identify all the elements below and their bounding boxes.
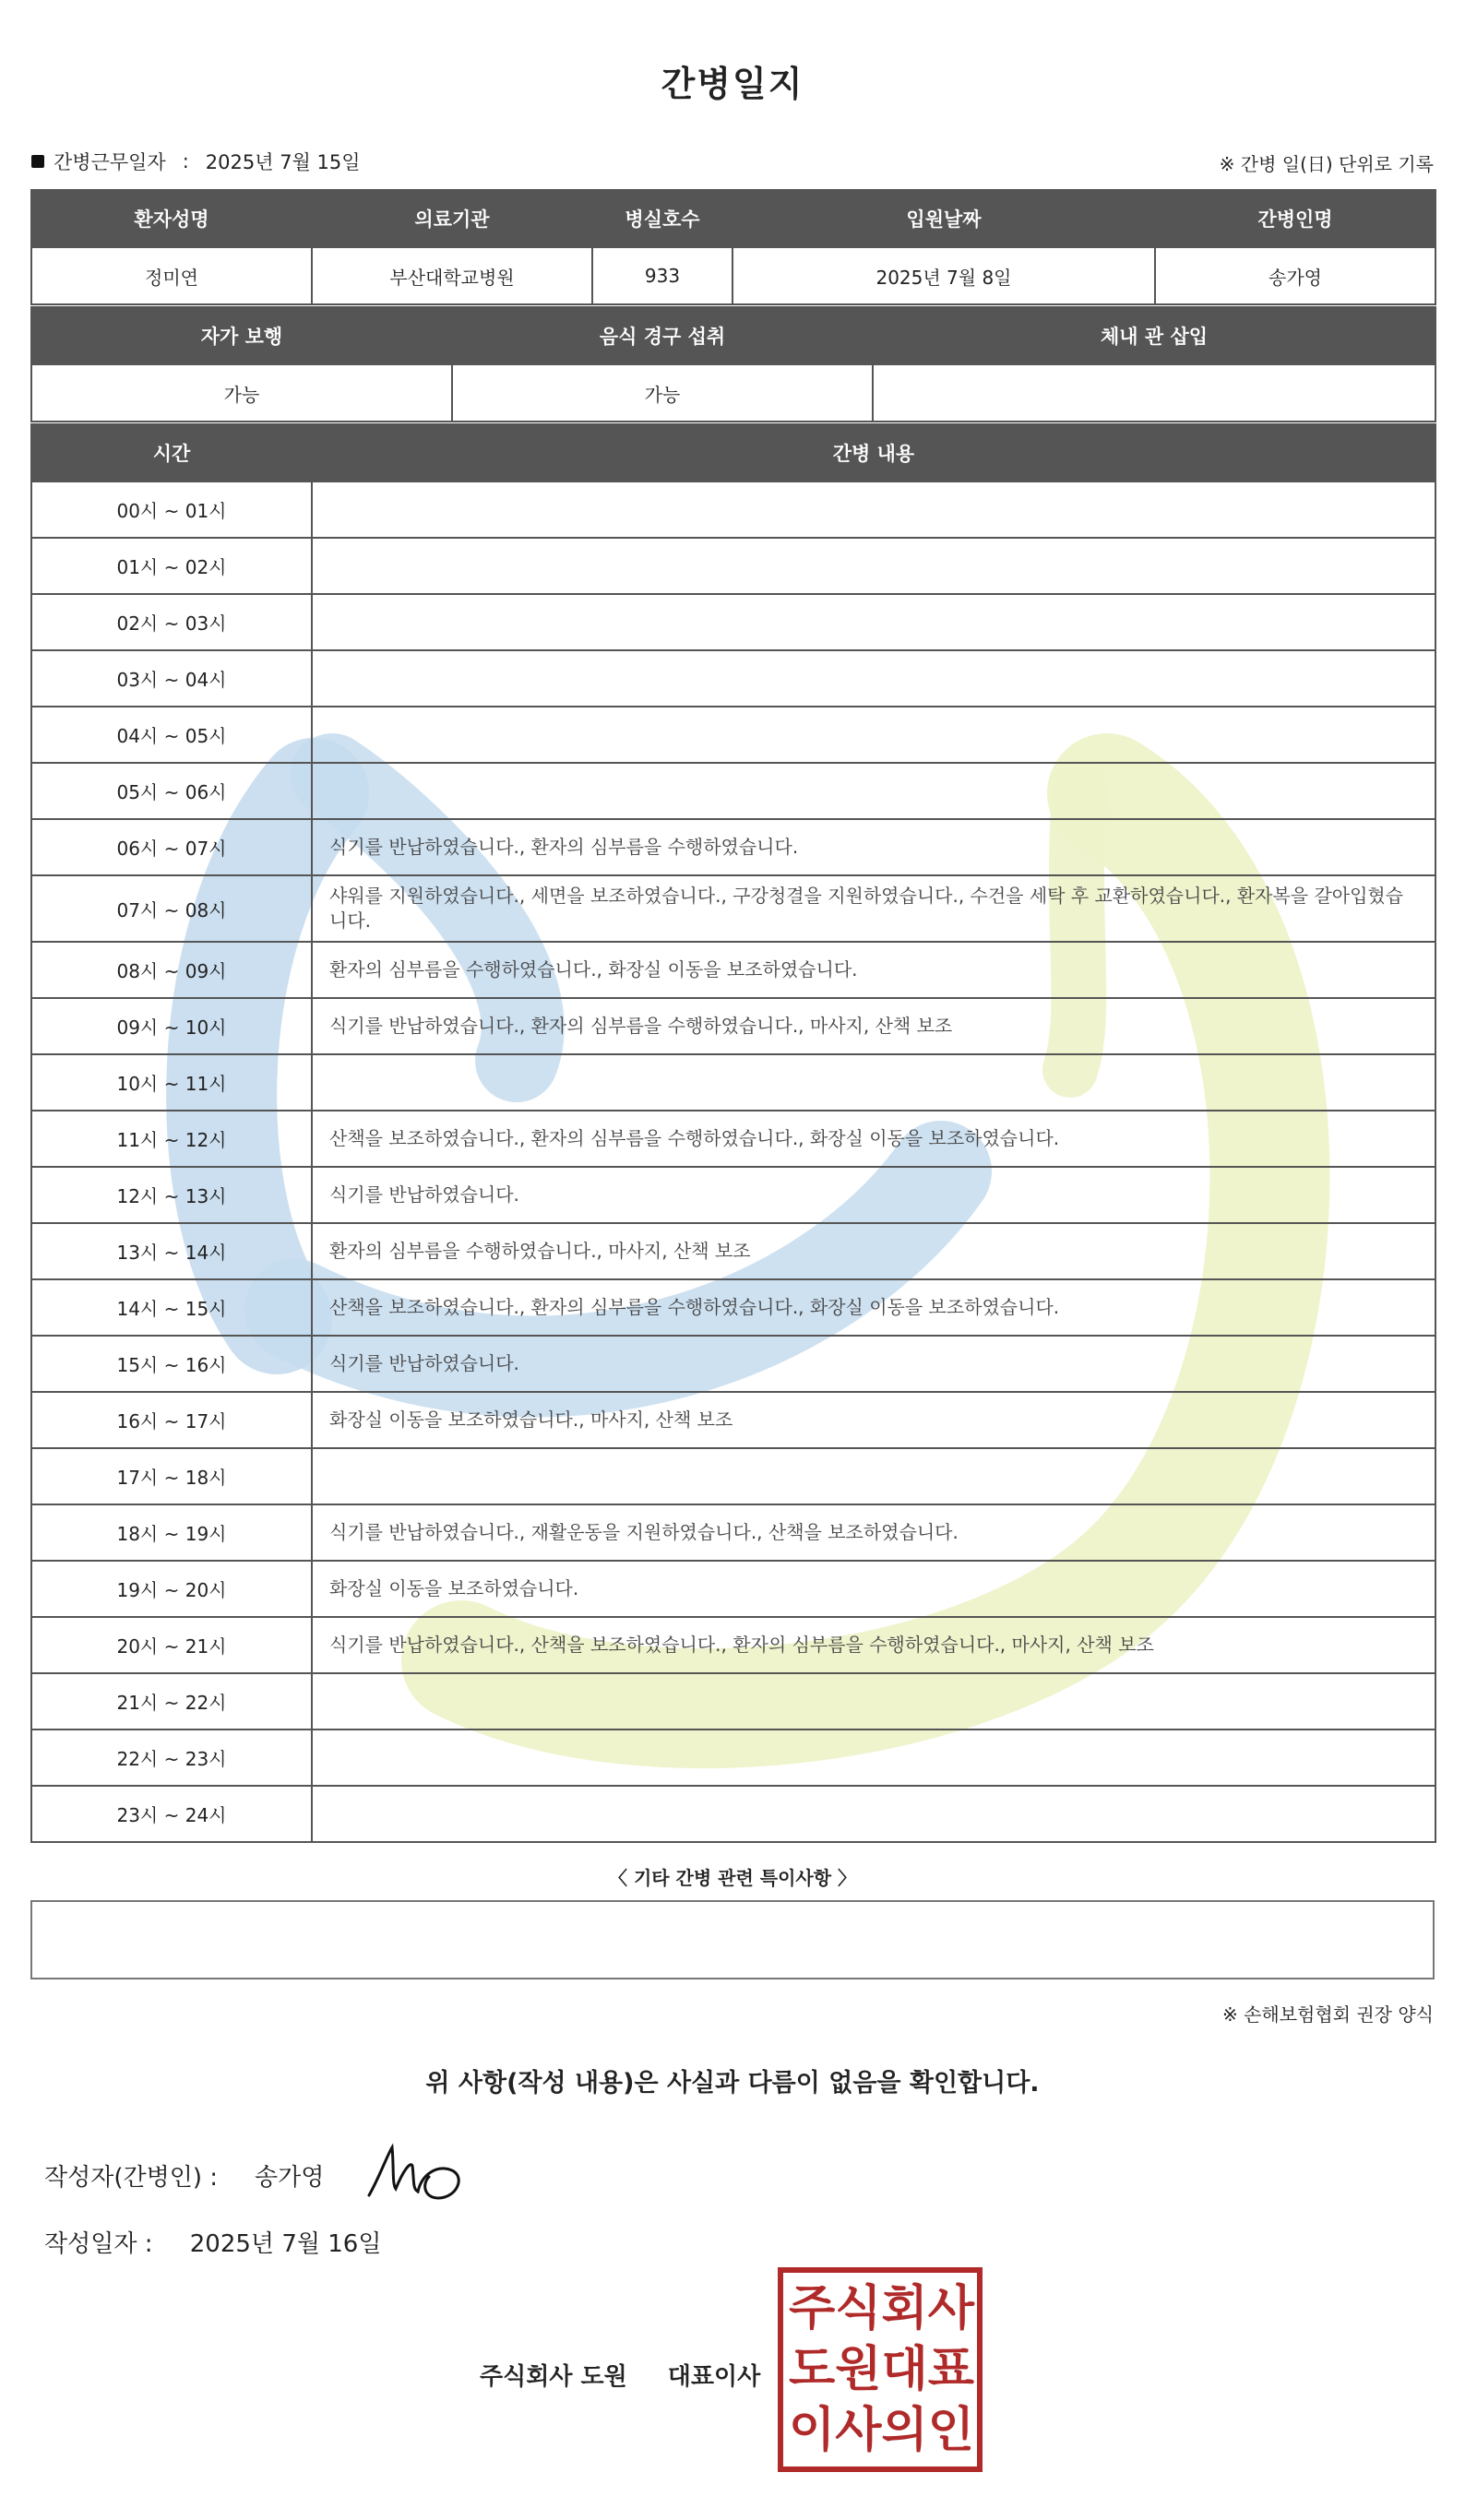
seal-character: 이 [789,2403,836,2458]
care-content: 식기를 반납하였습니다., 환자의 심부름을 수행하였습니다., 마사지, 산책 보조 [312,998,1435,1054]
header-hospital: 의료기관 [312,190,592,247]
time-slot: 14시 ~ 15시 [31,1279,312,1336]
association-note: ※ 손해보험협회 권장 양식 [1221,2003,1434,2026]
representative-title: 대표이사 [667,2363,761,2391]
seal-characters [789,2278,974,2461]
time-slot: 03시 ~ 04시 [31,650,312,707]
seal-character: 회 [881,2281,928,2336]
written-date-value: 2025년 7월 16일 [189,2230,382,2258]
care-log-row [31,1054,1435,1111]
work-date-separator: : [182,150,189,172]
header-admission-date: 입원날짜 [732,190,1155,247]
time-slot: 12시 ~ 13시 [31,1167,312,1223]
time-slot: 18시 ~ 19시 [31,1504,312,1561]
oral-intake-value: 가능 [452,364,873,422]
company-name: 주식회사 도원 [480,2363,627,2391]
care-log-table [30,423,1436,1843]
care-content [312,1730,1435,1786]
care-content [312,650,1435,707]
time-slot: 17시 ~ 18시 [31,1448,312,1504]
seal-character: 대 [881,2342,928,2397]
care-log-row [31,707,1435,763]
care-log-row [31,763,1435,819]
written-date-row [44,2225,381,2259]
time-slot: 07시 ~ 08시 [31,875,312,942]
time-slot: 09시 ~ 10시 [31,998,312,1054]
care-log-row [31,1167,1435,1223]
care-log-header-row [31,424,1435,481]
care-content: 화장실 이동을 보조하였습니다., 마사지, 산책 보조 [312,1392,1435,1448]
header-caregiver-name: 간병인명 [1155,190,1435,247]
tube-insertion-value [873,364,1435,422]
special-notes-title: 〈 기타 간병 관련 특이사항 〉 [608,1867,856,1889]
seal-character: 표 [927,2342,974,2397]
care-content [312,481,1435,538]
room-number: 933 [592,247,732,304]
square-bullet-icon [31,155,44,168]
patient-info-value-row [31,247,1435,304]
time-slot: 21시 ~ 22시 [31,1673,312,1730]
work-date-value: 2025년 7월 15일 [205,151,361,173]
time-slot: 11시 ~ 12시 [31,1111,312,1167]
care-content [312,707,1435,763]
care-content [312,763,1435,819]
self-walking-value: 가능 [31,364,452,422]
care-content: 식기를 반납하였습니다. [312,1167,1435,1223]
patient-status-table [30,306,1436,422]
care-content: 식기를 반납하였습니다., 산책을 보조하였습니다., 환자의 심부름을 수행하였습니다., 마사지, 산책 보조 [312,1617,1435,1673]
writer-row [44,2158,324,2193]
care-content: 산책을 보조하였습니다., 환자의 심부름을 수행하였습니다., 화장실 이동을 보조하였습니다. [312,1279,1435,1336]
care-content [312,1673,1435,1730]
care-log-row [31,1673,1435,1730]
admission-date: 2025년 7월 8일 [732,247,1155,304]
unit-note: ※ 간병 일(日) 단위로 기록 [1219,153,1434,175]
care-log-row [31,650,1435,707]
page-title: 간병일지 [661,64,804,104]
written-date-label: 작성일자 : [44,2230,153,2258]
care-content [312,1054,1435,1111]
care-log-row [31,819,1435,875]
seal-character: 원 [835,2342,882,2397]
header-self-walking: 자가 보행 [31,307,452,364]
patient-info-table [30,189,1436,305]
caregiver-name: 송가영 [1155,247,1435,304]
care-content: 환자의 심부름을 수행하였습니다., 화장실 이동을 보조하였습니다. [312,942,1435,998]
time-slot: 02시 ~ 03시 [31,594,312,650]
care-log-row [31,538,1435,594]
time-slot: 10시 ~ 11시 [31,1054,312,1111]
seal-character: 식 [835,2281,882,2336]
time-slot: 22시 ~ 23시 [31,1730,312,1786]
care-content: 샤워를 지원하였습니다., 세면을 보조하였습니다., 구강청결을 지원하였습니다., 수건을 세탁 후 교환하였습니다., 환자복을 갈아입혔습니다. [312,875,1435,942]
care-content: 식기를 반납하였습니다. [312,1336,1435,1392]
hospital-name: 부산대학교병원 [312,247,592,304]
header-time: 시간 [31,424,312,481]
seal-character: 주 [789,2281,836,2336]
company-seal-stamp [778,2267,983,2472]
care-log-row [31,1279,1435,1336]
patient-name: 정미연 [31,247,312,304]
time-slot: 00시 ~ 01시 [31,481,312,538]
care-log-row [31,1336,1435,1392]
care-log-row [31,1730,1435,1786]
writer-label: 작성자(간병인) : [44,2164,219,2192]
work-date-label: 간병근무일자 [54,151,166,173]
time-slot: 15시 ~ 16시 [31,1336,312,1392]
patient-info-header-row [31,190,1435,247]
care-log-body [31,481,1435,1842]
seal-character: 인 [927,2403,974,2458]
care-log-row [31,1392,1435,1448]
care-log-row [31,1786,1435,1842]
care-content [312,1786,1435,1842]
time-slot: 20시 ~ 21시 [31,1617,312,1673]
confirmation-statement: 위 사항(작성 내용)은 사실과 다름이 없음을 확인합니다. [425,2069,1040,2098]
care-log-row [31,998,1435,1054]
work-date-row [31,148,361,175]
header-patient-name: 환자성명 [31,190,312,247]
header-oral-intake: 음식 경구 섭취 [452,307,873,364]
care-log-row [31,1617,1435,1673]
header-care-content: 간병 내용 [312,424,1435,481]
seal-character: 도 [789,2342,836,2397]
care-log-row [31,1223,1435,1279]
care-content: 식기를 반납하였습니다., 재활운동을 지원하였습니다., 산책을 보조하였습니다. [312,1504,1435,1561]
patient-status-value-row [31,364,1435,422]
care-content [312,594,1435,650]
special-notes-box [30,1900,1435,1979]
care-log-row [31,1561,1435,1617]
time-slot: 16시 ~ 17시 [31,1392,312,1448]
care-log-row [31,942,1435,998]
care-content: 화장실 이동을 보조하였습니다. [312,1561,1435,1617]
care-content [312,1448,1435,1504]
care-content [312,538,1435,594]
care-content: 산책을 보조하였습니다., 환자의 심부름을 수행하였습니다., 화장실 이동을 보조하였습니다. [312,1111,1435,1167]
care-log-row [31,594,1435,650]
writer-name: 송가영 [255,2164,325,2192]
care-log-row [31,481,1435,538]
care-log-row [31,875,1435,942]
time-slot: 06시 ~ 07시 [31,819,312,875]
seal-character: 의 [881,2403,928,2458]
time-slot: 13시 ~ 14시 [31,1223,312,1279]
care-content: 환자의 심부름을 수행하였습니다., 마사지, 산책 보조 [312,1223,1435,1279]
seal-character: 사 [835,2403,882,2458]
care-content: 식기를 반납하였습니다., 환자의 심부름을 수행하였습니다. [312,819,1435,875]
header-tube-insertion: 체내 관 삽입 [873,307,1435,364]
care-log-row [31,1111,1435,1167]
company-signoff [480,2358,760,2392]
time-slot: 04시 ~ 05시 [31,707,312,763]
header-room-number: 병실호수 [592,190,732,247]
time-slot: 01시 ~ 02시 [31,538,312,594]
care-log-row [31,1448,1435,1504]
patient-status-header-row [31,307,1435,364]
time-slot: 19시 ~ 20시 [31,1561,312,1617]
time-slot: 05시 ~ 06시 [31,763,312,819]
time-slot: 23시 ~ 24시 [31,1786,312,1842]
signature-image [364,2138,475,2212]
time-slot: 08시 ~ 09시 [31,942,312,998]
seal-character: 사 [927,2281,974,2336]
care-log-row [31,1504,1435,1561]
